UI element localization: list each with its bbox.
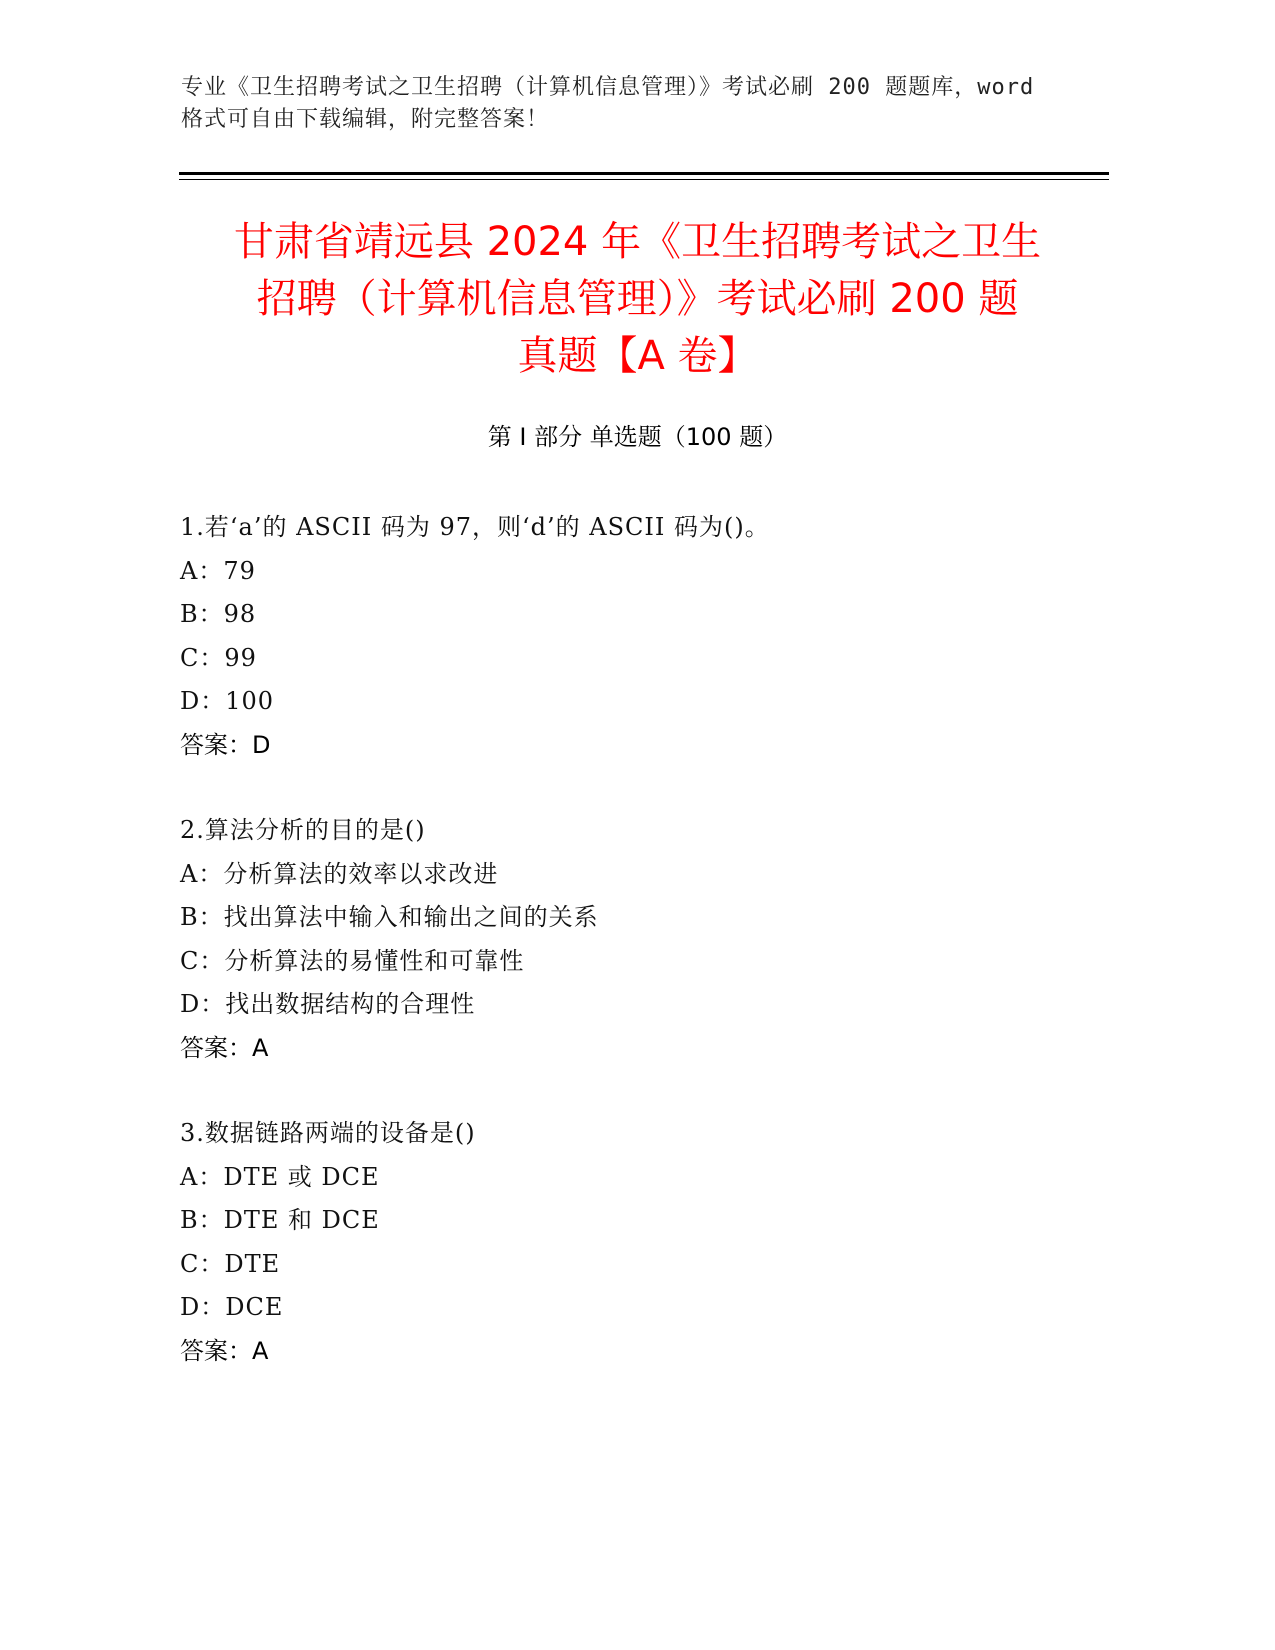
question-2 <box>180 809 1120 1070</box>
option-a: A：DTE 或 DCE <box>180 1162 380 1191</box>
document-title-line-2: 招聘（计算机信息管理）》考试必刷 200 题 <box>256 276 1019 322</box>
option-c: C：分析算法的易懂性和可靠性 <box>180 946 525 975</box>
question-stem: 2.算法分析的目的是() <box>180 816 426 844</box>
option-b: B：DTE 和 DCE <box>180 1206 380 1234</box>
option-a: A：79 <box>180 556 256 585</box>
header-note-line-1: 专业《卫生招聘考试之卫生招聘（计算机信息管理）》考试必刷 200 题题库，word <box>181 75 1035 100</box>
header-rule-thin <box>179 179 1109 180</box>
option-b: B：98 <box>180 600 257 628</box>
section-title: 第 I 部分 单选题（100 题） <box>487 423 788 451</box>
answer-label: 答案：A <box>180 1336 269 1365</box>
question-stem: 3.数据链路两端的设备是() <box>180 1119 476 1147</box>
option-d: D：100 <box>180 687 275 715</box>
header-rule-thick <box>179 172 1109 175</box>
document-title-line-1: 甘肃省靖远县 2024 年《卫生招聘考试之卫生 <box>233 219 1042 265</box>
answer-label: 答案：A <box>180 1033 269 1062</box>
option-d: D：找出数据结构的合理性 <box>180 990 476 1018</box>
option-d: D：DCE <box>180 1293 284 1321</box>
option-c: C：99 <box>180 643 257 672</box>
document-title-line-3: 真题【A 卷】 <box>517 333 758 379</box>
answer-label: 答案：D <box>180 730 271 759</box>
question-list <box>180 506 1120 1415</box>
question-1 <box>180 506 1120 767</box>
option-a: A：分析算法的效率以求改进 <box>180 859 499 888</box>
header-note <box>181 72 1081 136</box>
document-title <box>150 214 1125 385</box>
option-b: B：找出算法中输入和输出之间的关系 <box>180 903 599 931</box>
question-stem: 1.若‘a’的 ASCII 码为 97，则‘d’的 ASCII 码为()。 <box>180 513 770 541</box>
header-note-line-2: 格式可自由下载编辑，附完整答案！ <box>181 107 550 132</box>
option-c: C：DTE <box>180 1249 281 1278</box>
question-3 <box>180 1112 1120 1373</box>
